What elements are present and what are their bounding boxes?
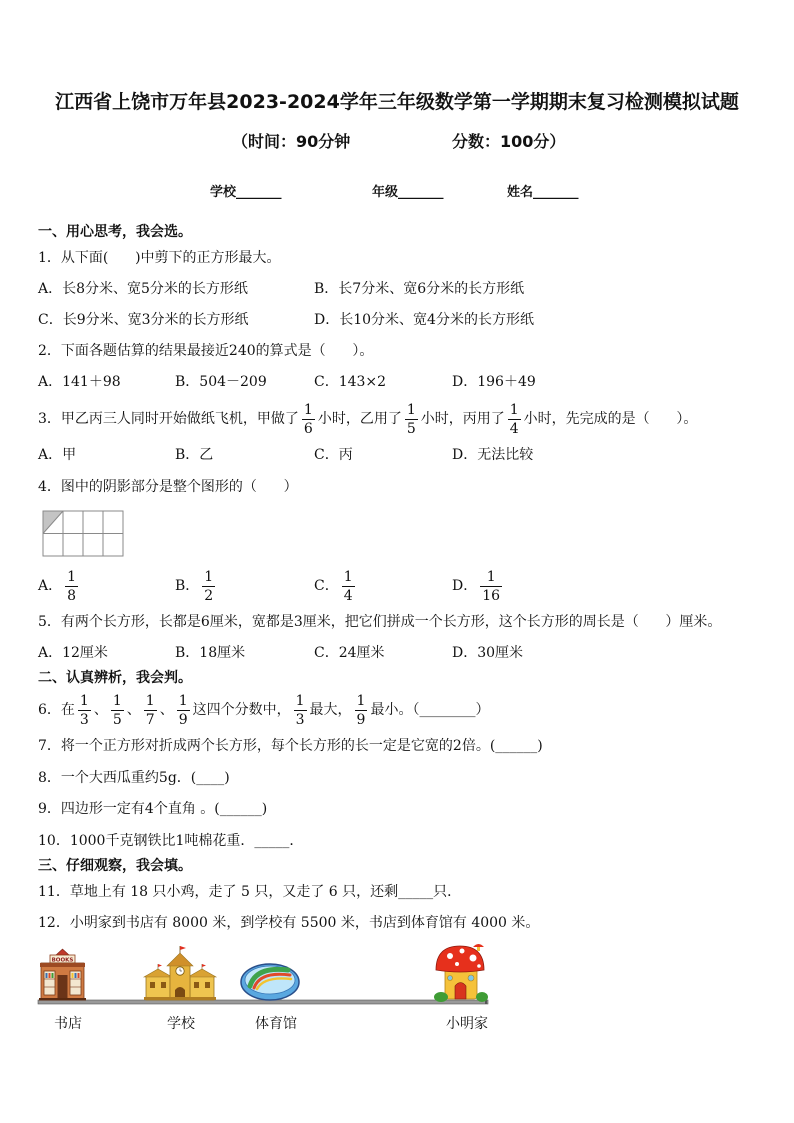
q3-option-b [175, 445, 213, 465]
option-text: B．18厘米 [175, 645, 246, 661]
school-left-wing [146, 976, 170, 1000]
question-text: 小时，乙用了 [317, 411, 402, 427]
book [72, 973, 74, 978]
bookstore-cornice [40, 963, 85, 967]
option-text: C．143×2 [314, 374, 387, 390]
fraction [480, 568, 502, 605]
fraction-numerator: 1 [509, 401, 519, 418]
fraction-denominator: 16 [482, 587, 501, 604]
shaded-grid-figure [42, 510, 124, 558]
bookstore-pediment [56, 949, 69, 955]
separator: 、 [159, 702, 174, 718]
distance-figure [36, 940, 496, 1008]
question-text: 小时，丙用了 [420, 411, 505, 427]
bush [434, 992, 448, 1002]
fraction [177, 692, 190, 729]
question-text: 10．1000千克钢铁比1吨棉花重．_____． [38, 833, 304, 849]
option-text: A．甲 [38, 447, 77, 463]
q3-option-a [38, 445, 76, 465]
school-window [150, 982, 155, 988]
question-text: 8．一个大西瓜重约5g．(____) [38, 770, 230, 786]
fraction-numerator: 1 [178, 692, 188, 709]
option-text: D．长10分米、宽4分米的长方形纸 [314, 312, 534, 328]
q1-option-a [38, 279, 248, 299]
question-text: 最大， [309, 702, 352, 718]
fraction-numerator: 1 [295, 692, 305, 709]
q4-option-d [452, 564, 505, 608]
option-label: B． [175, 578, 200, 594]
question-stem: 4．图中的阴影部分是整个图形的（ ） [38, 479, 298, 495]
book [49, 973, 51, 978]
bookstore-step [39, 998, 86, 1001]
bookstore-sign-text: BOOKS [51, 957, 74, 964]
house-door [455, 983, 466, 1000]
fraction-denominator: 7 [145, 711, 155, 728]
book [75, 973, 77, 978]
fraction-numerator: 1 [112, 692, 122, 709]
option-label: D． [452, 578, 478, 594]
fraction-numerator: 1 [145, 692, 155, 709]
flag-icon [180, 946, 186, 950]
question-text: 最小。（________） [370, 702, 490, 718]
page-title: 江西省上饶市万年县2023-2024学年三年级数学第一学期期末复习检测模拟试题 [55, 90, 739, 113]
cap-spot [470, 955, 477, 962]
section-heading-choice [38, 222, 192, 242]
school-right-wing [190, 976, 214, 1000]
fraction [405, 401, 418, 438]
fraction-denominator: 6 [303, 420, 313, 437]
fraction [508, 401, 521, 438]
q1-option-d [314, 310, 534, 330]
q2-option-a [38, 372, 121, 392]
gym-icon [241, 964, 299, 1000]
fraction [294, 692, 307, 729]
fraction-denominator: 4 [343, 587, 353, 604]
small-mushroom-cap [473, 944, 484, 947]
question-stem: 2．下面各题估算的结果最接近240的算式是（ ）。 [38, 343, 374, 359]
option-text: D．30厘米 [452, 645, 524, 661]
section-heading-text: 三、仔细观察，我会填。 [38, 858, 192, 874]
name-field: 姓名_______ [507, 184, 579, 200]
question-7 [38, 736, 543, 756]
option-text: D．无法比较 [452, 447, 534, 463]
option-text: C．丙 [314, 447, 353, 463]
q1-option-c [38, 310, 249, 330]
question-text: 11．草地上有 18 只小鸡，走了 5 只，又走了 6 只，还剩_____只． [38, 884, 462, 900]
fraction-numerator: 1 [406, 401, 416, 418]
question-text: 9．四边形一定有4个直角 。(______) [38, 801, 268, 817]
number-line [38, 1000, 488, 1004]
q4-option-b [175, 564, 218, 608]
fraction-denominator: 3 [295, 711, 305, 728]
section-heading-text: 一、用心思考，我会选。 [38, 224, 192, 240]
fraction-denominator: 3 [79, 711, 89, 728]
fraction [355, 692, 368, 729]
question-stem: 1．从下面( )中剪下的正方形最大。 [38, 250, 281, 266]
cap-spot [447, 953, 453, 959]
fraction-denominator: 4 [509, 420, 519, 437]
option-text: C．24厘米 [314, 645, 385, 661]
flag-icon [158, 964, 162, 967]
fraction-denominator: 5 [406, 420, 416, 437]
q4-option-a [38, 564, 81, 608]
fraction-denominator: 9 [356, 711, 366, 728]
cap-spot [455, 962, 459, 966]
question-9 [38, 799, 267, 819]
q5-option-c [314, 643, 385, 663]
question-5 [38, 612, 721, 632]
q4-option-c [314, 564, 358, 608]
label-school: 学校 [167, 1016, 195, 1032]
section-heading-fill [38, 856, 192, 876]
label-bookstore: 书店 [54, 1016, 82, 1032]
label-gym: 体育馆 [255, 1016, 297, 1032]
fraction [202, 568, 215, 605]
question-text: 3．甲乙丙三人同时开始做纸飞机，甲做了 [38, 411, 299, 427]
option-text: B．长7分米、宽6分米的长方形纸 [314, 281, 525, 297]
book [52, 973, 54, 978]
school-base [144, 997, 216, 1000]
option-text: A．141＋98 [38, 374, 121, 390]
question-1 [38, 248, 281, 268]
cap-spot [477, 964, 481, 968]
option-text: D．196＋49 [452, 374, 536, 390]
exam-score: 分数：100分） [452, 131, 566, 151]
book [46, 973, 48, 978]
house-window [448, 976, 453, 981]
question-10 [38, 831, 303, 851]
question-text: 6．在 [38, 702, 75, 718]
q5-option-a [38, 643, 108, 663]
question-8 [38, 768, 230, 788]
bookstore-icon [39, 949, 86, 1001]
question-stem: 5．有两个长方形，长都是6厘米，宽都是3厘米，把它们拼成一个长方形，这个长方形的周长是（ ）厘米。 [38, 614, 722, 630]
question-12 [38, 913, 539, 933]
fraction-numerator: 1 [67, 568, 77, 585]
section-heading-judge [38, 668, 192, 688]
exam-time: （时间：90分钟 [232, 131, 351, 151]
section-heading-text: 二、认真辨析，我会判。 [38, 670, 192, 686]
q5-option-d [452, 643, 523, 663]
q3-option-c [314, 445, 353, 465]
option-text: A．长8分米、宽5分米的长方形纸 [38, 281, 248, 297]
q1-option-b [314, 279, 524, 299]
school-window [205, 982, 210, 988]
school-tower-roof [167, 953, 193, 966]
fraction-denominator: 2 [204, 587, 214, 604]
option-label: C． [314, 578, 339, 594]
fraction-numerator: 1 [303, 401, 313, 418]
fraction [78, 692, 91, 729]
separator: 、 [126, 702, 141, 718]
q3-option-d [452, 445, 533, 465]
option-text: A．12厘米 [38, 645, 108, 661]
q2-option-d [452, 372, 536, 392]
question-4 [38, 477, 298, 497]
q2-option-c [314, 372, 386, 392]
q5-option-b [175, 643, 245, 663]
question-text: 7．将一个正方形对折成两个长方形，每个长方形的长一定是它宽的2倍。(______) [38, 738, 543, 754]
fraction-numerator: 1 [79, 692, 89, 709]
school-left-roof [144, 969, 172, 977]
fraction [342, 568, 355, 605]
school-icon [144, 946, 216, 1000]
fraction-denominator: 5 [112, 711, 122, 728]
house-window [468, 975, 474, 981]
label-home: 小明家 [446, 1016, 488, 1032]
fraction-numerator: 1 [356, 692, 366, 709]
fraction-denominator: 9 [178, 711, 188, 728]
fraction [144, 692, 157, 729]
school-right-roof [188, 969, 216, 977]
school-window [161, 982, 166, 988]
flag-icon [202, 964, 206, 967]
cap-spot [460, 949, 465, 954]
option-text: B．504－209 [175, 374, 267, 390]
house-icon [434, 944, 488, 1002]
grade-field: 年级_______ [372, 184, 444, 200]
fraction-numerator: 1 [204, 568, 214, 585]
fraction [65, 568, 78, 605]
bookstore-door [58, 975, 68, 1000]
bush [476, 992, 488, 1002]
question-text: 小时，先完成的是（ ）。 [523, 411, 698, 427]
fraction [111, 692, 124, 729]
question-6 [38, 688, 489, 732]
fraction-numerator: 1 [486, 568, 496, 585]
question-text: 这四个分数中， [192, 702, 291, 718]
option-text: C．长9分米、宽3分米的长方形纸 [38, 312, 249, 328]
question-2 [38, 341, 373, 361]
option-text: B．乙 [175, 447, 214, 463]
school-field: 学校_______ [210, 184, 282, 200]
question-11 [38, 882, 461, 902]
school-window [194, 982, 199, 988]
fraction [302, 401, 315, 438]
fraction-denominator: 8 [67, 587, 77, 604]
separator: 、 [93, 702, 108, 718]
question-text: 12．小明家到书店有 8000 米，到学校有 5500 米，书店到体育馆有 4000 米。 [38, 915, 540, 931]
q2-option-b [175, 372, 267, 392]
option-label: A． [38, 578, 63, 594]
fraction-numerator: 1 [343, 568, 353, 585]
book [78, 973, 80, 978]
question-3 [38, 397, 697, 441]
